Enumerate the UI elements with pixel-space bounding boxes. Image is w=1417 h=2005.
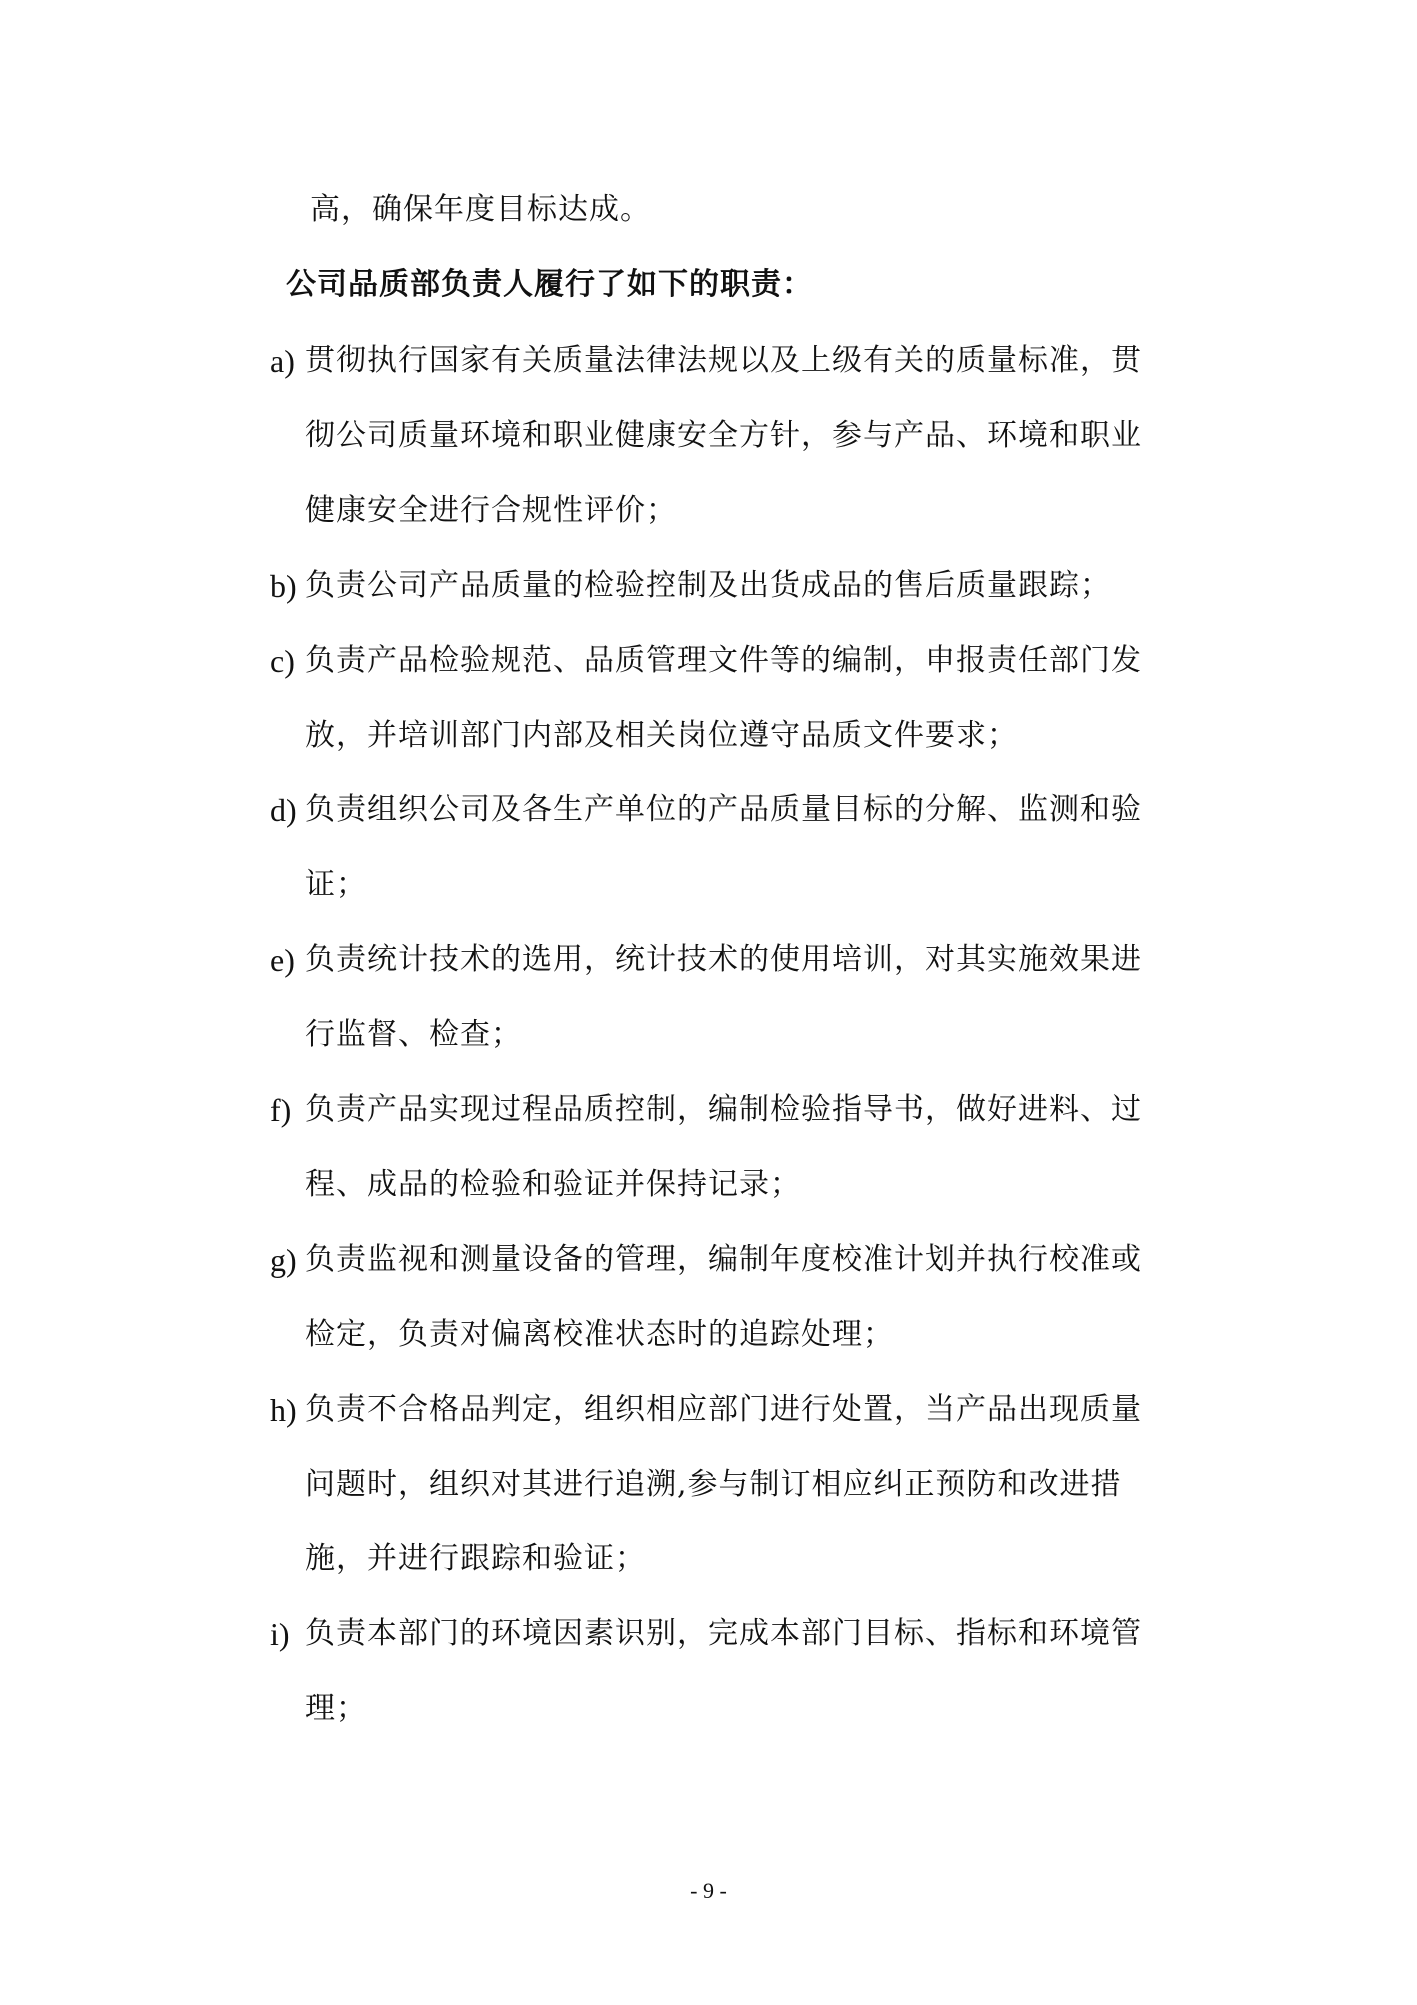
item-text-line: 负责监视和测量设备的管理，编制年度校准计划并执行校准或	[305, 1241, 1142, 1277]
item-text-line: 证；	[305, 867, 367, 903]
item-label: e)	[270, 942, 295, 979]
item-text-line: 负责产品检验规范、品质管理文件等的编制，申报责任部门发	[305, 642, 1142, 678]
item-text-line: 负责统计技术的选用，统计技术的使用培训，对其实施效果进	[305, 942, 1142, 978]
item-label: c)	[270, 642, 295, 679]
page-number: - 9 -	[690, 1878, 727, 1903]
item-label: a)	[270, 343, 295, 379]
item-text-line: 行监督、检查；	[305, 1017, 522, 1053]
item-label: f)	[270, 1092, 292, 1128]
intro-line: 高，确保年度目标达成。	[310, 192, 651, 227]
item-text-line: 程、成品的检验和验证并保持记录；	[305, 1166, 801, 1202]
item-label: i)	[270, 1616, 290, 1653]
item-label: h)	[270, 1391, 297, 1428]
item-label: d)	[270, 792, 297, 829]
item-text-line: 问题时，组织对其进行追溯,参与制订相应纠正预防和改进措	[305, 1466, 1122, 1502]
item-label: g)	[270, 1241, 297, 1278]
item-text-line: 负责公司产品质量的检验控制及出货成品的售后质量跟踪；	[305, 567, 1111, 603]
item-text-line: 放，并培训部门内部及相关岗位遵守品质文件要求；	[305, 717, 1018, 753]
item-text-line: 负责本部门的环境因素识别，完成本部门目标、指标和环境管	[305, 1616, 1142, 1652]
item-text-line: 负责组织公司及各生产单位的产品质量目标的分解、监测和验	[305, 792, 1142, 828]
item-text-line: 彻公司质量环境和职业健康安全方针，参与产品、环境和职业	[305, 417, 1142, 453]
item-text-line: 负责产品实现过程品质控制，编制检验指导书，做好进料、过	[305, 1092, 1142, 1127]
item-label: b)	[270, 567, 297, 604]
item-text-line: 理；	[305, 1691, 367, 1727]
item-text-line: 贯彻执行国家有关质量法律法规以及上级有关的质量标准，贯	[305, 343, 1142, 378]
item-text-line: 检定，负责对偏离校准状态时的追踪处理；	[305, 1316, 894, 1352]
item-text-line: 健康安全进行合规性评价；	[305, 492, 677, 528]
section-heading: 公司品质部负责人履行了如下的职责：	[286, 267, 813, 302]
item-text-line: 施，并进行跟踪和验证；	[305, 1541, 646, 1577]
item-text-line: 负责不合格品判定，组织相应部门进行处置，当产品出现质量	[305, 1391, 1142, 1427]
